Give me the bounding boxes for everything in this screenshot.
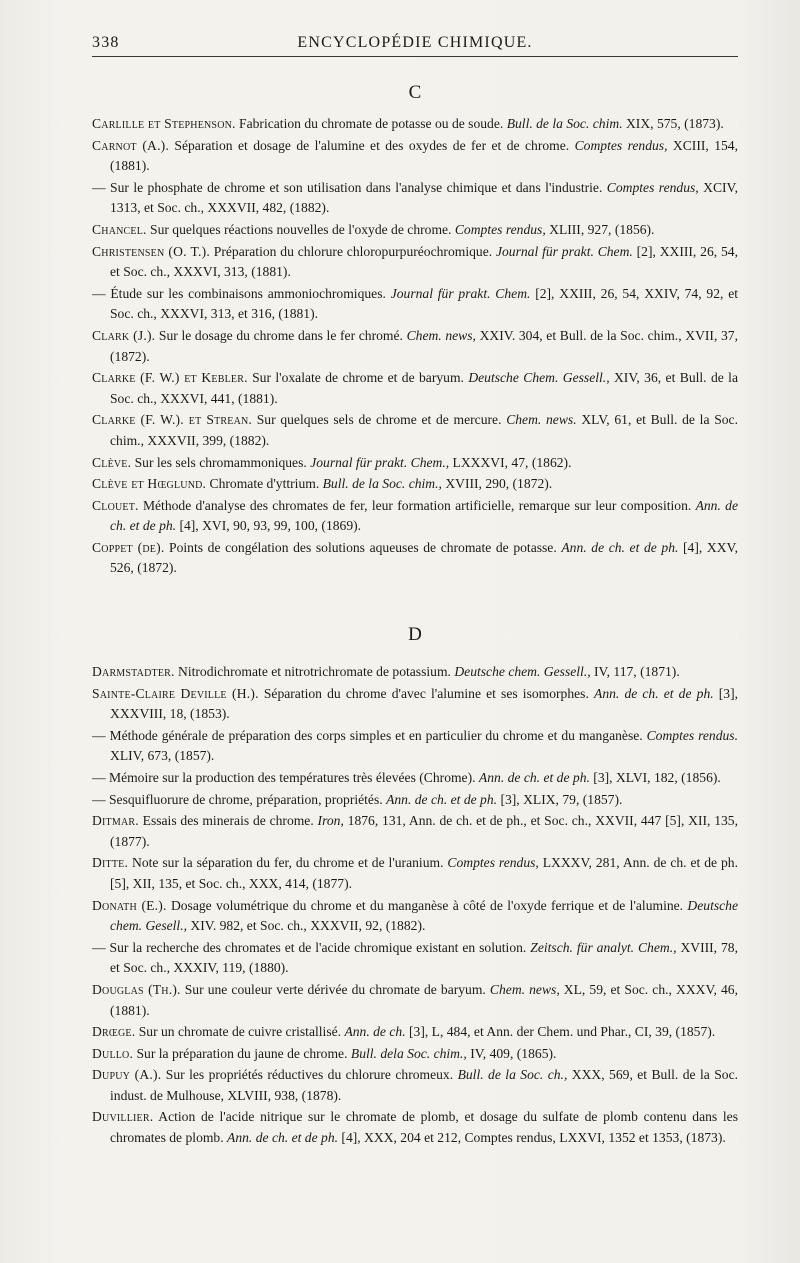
entry-source: Zeitsch. für analyt. Chem., bbox=[530, 939, 677, 955]
header-rule bbox=[92, 56, 738, 57]
entry-source: Ann. de ch. bbox=[344, 1024, 406, 1040]
entry-author: Carnot (A.). bbox=[92, 137, 169, 153]
entry-reference: XXX, 569, et Bull. de la Soc. indust. de Mulhouse, XLVIII, 938, (1878). bbox=[110, 1067, 739, 1103]
entry-author: Clarke (F. W.). et Strean. bbox=[92, 412, 253, 428]
entry-source: Comptes rendus, bbox=[606, 179, 699, 195]
entry-reference: XCIV, 1313, et Soc. ch., XXXVII, 482, (1882). bbox=[110, 179, 738, 216]
bibliography-entry bbox=[92, 410, 738, 451]
entry-author: Dullo. bbox=[92, 1045, 134, 1061]
entry-reference: XLIV, 673, (1857). bbox=[110, 748, 215, 764]
page-number: 338 bbox=[92, 34, 120, 51]
entry-source: Bull. de la Soc. ch., bbox=[457, 1067, 568, 1083]
entry-author: Douglas (Th.). bbox=[92, 981, 181, 997]
entry-title: Sur l'oxalate de chrome et de baryum. bbox=[247, 370, 469, 386]
entry-author: Dupuy (A.). bbox=[92, 1067, 162, 1083]
entry-title: Sur quelques sels de chrome et de mercure. bbox=[252, 412, 507, 428]
entry-reference: 1876, 131, Ann. de ch. et de ph., et Soc. ch., XXVII, 447 [5], XII, 135, (1877). bbox=[110, 813, 738, 849]
entry-title: Sur les sels chromammoniques. bbox=[131, 454, 311, 470]
entry-title: — Sesquifluorure de chrome, préparation, propriétés. bbox=[92, 791, 387, 807]
entry-source: Bull. de la Soc. chim., bbox=[322, 476, 442, 492]
entry-reference: XLV, 61, et Bull. de la Soc. chim., XXXVII, 399, (1882). bbox=[110, 412, 738, 448]
bibliography-entry bbox=[92, 496, 738, 537]
entry-author: Ditmar. bbox=[92, 813, 139, 829]
entry-title: Dosage volumétrique du chrome et du manganèse à côté de l'oxyde ferrique et de l'alumine. bbox=[166, 897, 688, 913]
entry-reference: [3], XXXVIII, 18, (1853). bbox=[110, 685, 739, 722]
section-letter-d: D bbox=[408, 624, 422, 645]
entry-source: Chem. news, bbox=[406, 327, 476, 343]
entry-reference: [4], XVI, 90, 93, 99, 100, (1869). bbox=[176, 518, 362, 534]
entry-reference: [3], XLVI, 182, (1856). bbox=[589, 769, 721, 785]
entry-title: Sur la préparation du jaune de chrome. bbox=[133, 1045, 351, 1061]
bibliography-entry bbox=[92, 368, 738, 409]
bibliography-entry bbox=[92, 1022, 738, 1043]
bibliography-entry bbox=[92, 284, 738, 325]
bibliography-list-d bbox=[92, 662, 738, 1150]
entry-author: Duvillier. bbox=[92, 1109, 154, 1125]
entry-source: Bull. dela Soc. chim., bbox=[350, 1045, 467, 1061]
page-header bbox=[92, 34, 738, 56]
entry-title: Fabrication du chromate de potasse ou de soude. bbox=[235, 116, 507, 131]
entry-title: Chromate d'yttrium. bbox=[206, 476, 323, 492]
entry-source: Ann. de ch. et de ph. bbox=[478, 769, 590, 785]
entry-author: Sainte-Claire Deville (H.). bbox=[92, 685, 259, 701]
bibliography-entry bbox=[92, 726, 738, 767]
entry-reference: [4], XXX, 204 et 212, Comptes rendus, LXXVI, 1352 et 1353, (1873). bbox=[338, 1130, 726, 1146]
entry-author: Ditte. bbox=[92, 855, 129, 871]
entry-author: Darmstadter. bbox=[92, 664, 175, 679]
entry-reference: [2], XXIII, 26, 54, XXIV, 74, 92, et Soc. ch., XXXVI, 313, et 316, (1881). bbox=[110, 285, 738, 322]
bibliography-entry bbox=[92, 114, 738, 135]
entry-source: Chem. news. bbox=[506, 412, 577, 428]
entry-reference: IV, 409, (1865). bbox=[466, 1045, 557, 1061]
entry-title: Points de congélation des solutions aqueuses de chromate de potasse. bbox=[164, 539, 562, 555]
entry-reference: [3], XLIX, 79, (1857). bbox=[497, 791, 623, 807]
bibliography-entry bbox=[92, 684, 738, 725]
entry-reference: XVIII, 78, et Soc. ch., XXXIV, 119, (1880). bbox=[110, 939, 738, 976]
bibliography-entry bbox=[92, 938, 738, 979]
entry-reference: XVIII, 290, (1872). bbox=[441, 476, 553, 492]
entry-reference: XIV, 36, et Bull. de la Soc. ch., XXXVI, 441, (1881). bbox=[110, 370, 738, 406]
entry-reference: XCIII, 154, (1881). bbox=[110, 137, 738, 174]
entry-author: Chancel. bbox=[92, 221, 147, 237]
entry-title: Essais des minerais de chrome. bbox=[138, 813, 318, 829]
section-letter-c: C bbox=[408, 82, 422, 103]
entry-title: Sur un chromate de cuivre cristallisé. bbox=[135, 1024, 345, 1040]
entry-reference: XL, 59, et Soc. ch., XXXV, 46, (1881). bbox=[110, 981, 738, 1018]
bibliography-entry bbox=[92, 326, 738, 367]
entry-reference: [3], L, 484, et Ann. der Chem. und Phar., CI, 39, (1857). bbox=[405, 1024, 716, 1040]
entry-title: Préparation du chlorure chloropurpuréochromique. bbox=[209, 243, 496, 259]
entry-title: Sur les propriétés réductives du chlorure chromeux. bbox=[161, 1067, 458, 1083]
entry-title: Séparation et dosage de l'alumine et des oxydes de fer et de chrome. bbox=[169, 137, 575, 153]
entry-title: Sur le dosage du chrome dans le fer chromé. bbox=[155, 327, 407, 343]
bibliography-entry bbox=[92, 1044, 738, 1065]
bibliography-entry bbox=[92, 896, 738, 937]
entry-source: Ann. de ch. et de ph. bbox=[386, 791, 498, 807]
entry-author: Clarke (F. W.) et Kebler. bbox=[92, 370, 248, 386]
entry-reference: XLIII, 927, (1856). bbox=[545, 221, 655, 237]
bibliography-entry bbox=[92, 136, 738, 177]
entry-reference: LXXXVI, 47, (1862). bbox=[449, 454, 572, 470]
entry-author: Christensen (O. T.). bbox=[92, 243, 210, 259]
entry-author: Coppet (de). bbox=[92, 539, 165, 555]
bibliography-entry bbox=[92, 790, 738, 811]
entry-reference: [4], XXV, 526, (1872). bbox=[110, 539, 738, 576]
section-c bbox=[92, 80, 738, 106]
entry-source: Journal für prakt. Chem. bbox=[495, 243, 633, 259]
entry-reference: XIX, 575, (1873). bbox=[622, 116, 724, 131]
entry-title: Note sur la séparation du fer, du chrome et de l'uranium. bbox=[128, 855, 448, 871]
entry-reference: LXXXV, 281, Ann. de ch. et de ph. [5], XII, 135, et Soc. ch., XXX, 414, (1877). bbox=[110, 855, 739, 891]
entry-source: Journal für prakt. Chem. bbox=[390, 285, 531, 301]
bibliography-entry bbox=[92, 768, 738, 789]
entry-source: Ann. de ch. et de ph. bbox=[561, 539, 679, 555]
entry-title: Sur une couleur verte dérivée du chromate de baryum. bbox=[180, 981, 490, 997]
entry-author: Clève. bbox=[92, 454, 132, 470]
entry-source: Chem. news, bbox=[489, 981, 560, 997]
entry-reference: XIV. 982, et Soc. ch., XXXVII, 92, (1882). bbox=[187, 918, 426, 934]
bibliography-entry bbox=[92, 1065, 738, 1106]
bibliography-entry bbox=[92, 662, 738, 683]
entry-title: Séparation du chrome d'avec l'alumine et ses isomorphes. bbox=[258, 685, 595, 701]
bibliography-entry bbox=[92, 1107, 738, 1148]
entry-reference: IV, 117, (1871). bbox=[590, 664, 680, 679]
bibliography-entry bbox=[92, 178, 738, 219]
bibliography-entry bbox=[92, 853, 738, 894]
entry-author: Clouet. bbox=[92, 497, 139, 513]
entry-reference: [2], XXIII, 26, 54, et Soc. ch., XXXVI, 313, (1881). bbox=[110, 243, 738, 280]
entry-source: Deutsche Chem. Gessell., bbox=[468, 370, 610, 386]
entry-author: Drœge. bbox=[92, 1024, 136, 1040]
entry-source: Ann. de ch. et de ph. bbox=[594, 685, 714, 701]
entry-source: Ann. de ch. et de ph. bbox=[227, 1130, 339, 1146]
entry-source: Journal für prakt. Chem., bbox=[310, 454, 450, 470]
entry-author: Carlille et Stephenson. bbox=[92, 116, 236, 131]
entry-title: — Sur le phosphate de chrome et son utilisation dans l'analyse chimique et dans l'industrie. bbox=[92, 179, 607, 195]
bibliography-entry bbox=[92, 980, 738, 1021]
entry-source: Iron, bbox=[317, 813, 344, 829]
bibliography-list-c bbox=[92, 114, 738, 580]
bibliography-entry bbox=[92, 220, 738, 241]
entry-source: Comptes rendus. bbox=[646, 727, 738, 743]
entry-title: Nitrodichromate et nitrotrichromate de potassium. bbox=[174, 664, 455, 679]
running-title: ENCYCLOPÉDIE CHIMIQUE. bbox=[297, 34, 533, 51]
entry-source: Comptes rendus, bbox=[454, 221, 546, 237]
entry-source: Comptes rendus, bbox=[447, 855, 539, 871]
entry-title: — Étude sur les combinaisons ammoniochromiques. bbox=[92, 285, 391, 301]
section-d bbox=[92, 622, 738, 648]
entry-source: Comptes rendus, bbox=[574, 137, 668, 153]
entry-title: — Méthode générale de préparation des corps simples et en particulier du chrome et du manganèse. bbox=[92, 727, 647, 743]
bibliography-entry bbox=[92, 453, 738, 474]
entry-source: Bull. de la Soc. chim. bbox=[506, 116, 623, 131]
entry-title: Action de l'acide nitrique sur le chromate de plomb, et dosage du sulfate de plomb contenu dans les chromates de plomb. bbox=[110, 1109, 738, 1146]
entry-author: Clark (J.). bbox=[92, 327, 156, 343]
bibliography-entry bbox=[92, 538, 738, 579]
entry-source: Deutsche chem. Gesell., bbox=[110, 897, 739, 934]
entry-title: — Mémoire sur la production des températures très élevées (Chrome). bbox=[92, 769, 479, 785]
entry-title: — Sur la recherche des chromates et de l'acide chromique existant en solution. bbox=[92, 939, 531, 955]
entry-reference: XXIV. 304, et Bull. de la Soc. chim., XVII, 37, (1872). bbox=[110, 327, 738, 364]
entry-title: Sur quelques réactions nouvelles de l'oxyde de chrome. bbox=[146, 221, 455, 237]
bibliography-entry bbox=[92, 474, 738, 495]
entry-author: Donath (E.). bbox=[92, 897, 167, 913]
entry-title: Méthode d'analyse des chromates de fer, leur formation artificielle, remarque sur leur composition. bbox=[138, 497, 696, 513]
entry-source: Ann. de ch. et de ph. bbox=[110, 497, 739, 534]
entry-author: Clève et Hœglund. bbox=[92, 476, 207, 492]
bibliography-entry bbox=[92, 811, 738, 852]
bibliography-entry bbox=[92, 242, 738, 283]
entry-source: Deutsche chem. Gessell., bbox=[454, 664, 591, 679]
